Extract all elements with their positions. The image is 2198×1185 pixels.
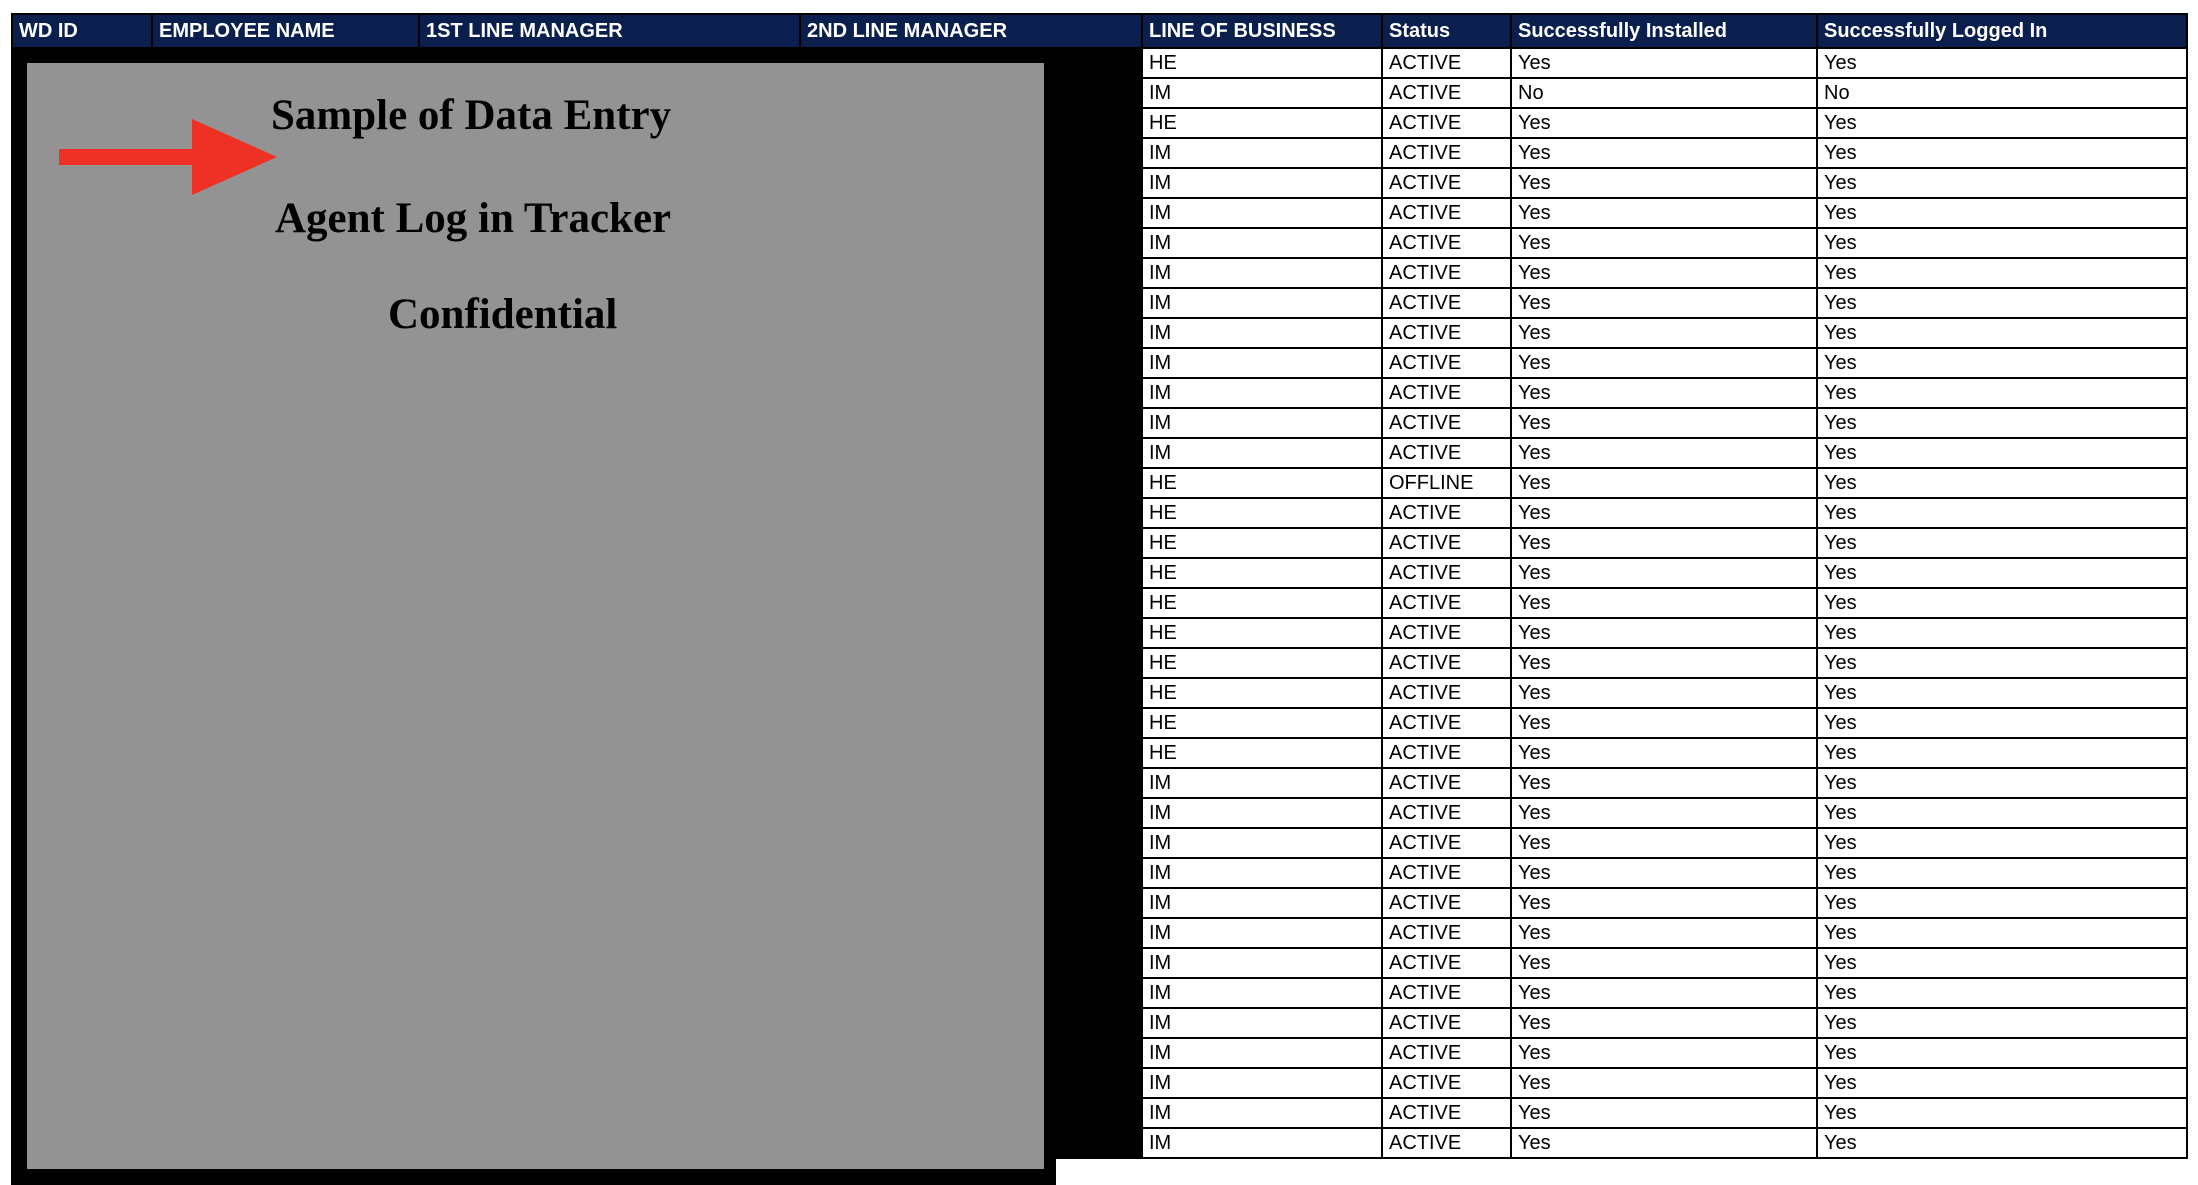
status-cell[interactable]: ACTIVE <box>1382 768 1511 798</box>
logged-in-cell[interactable]: Yes <box>1817 108 2187 138</box>
logged-in-cell[interactable]: Yes <box>1817 1008 2187 1038</box>
logged-in-cell[interactable]: Yes <box>1817 858 2187 888</box>
line-of-business-cell[interactable]: HE <box>1142 498 1382 528</box>
status-cell[interactable]: ACTIVE <box>1382 948 1511 978</box>
line-of-business-cell[interactable]: IM <box>1142 258 1382 288</box>
logged-in-cell[interactable]: Yes <box>1817 558 2187 588</box>
line-of-business-cell[interactable]: HE <box>1142 648 1382 678</box>
logged-in-cell[interactable]: Yes <box>1817 318 2187 348</box>
header-row <box>12 14 2187 48</box>
installed-cell[interactable]: Yes <box>1511 198 1817 228</box>
overlay-title-tracker: Agent Log in Tracker <box>275 195 672 242</box>
status-cell[interactable]: ACTIVE <box>1382 528 1511 558</box>
installed-cell[interactable]: Yes <box>1511 708 1817 738</box>
overlay-confidential: Confidential <box>388 291 618 338</box>
status-cell[interactable]: ACTIVE <box>1382 1008 1511 1038</box>
installed-cell[interactable]: Yes <box>1511 1068 1817 1098</box>
installed-cell[interactable]: Yes <box>1511 378 1817 408</box>
status-cell[interactable]: ACTIVE <box>1382 108 1511 138</box>
status-cell[interactable]: ACTIVE <box>1382 1038 1511 1068</box>
status-cell[interactable]: ACTIVE <box>1382 48 1511 78</box>
status-cell[interactable]: ACTIVE <box>1382 588 1511 618</box>
installed-cell[interactable]: Yes <box>1511 558 1817 588</box>
logged-in-cell[interactable]: Yes <box>1817 348 2187 378</box>
status-cell[interactable]: ACTIVE <box>1382 258 1511 288</box>
installed-cell[interactable]: Yes <box>1511 468 1817 498</box>
logged-in-cell[interactable]: Yes <box>1817 378 2187 408</box>
line-of-business-cell[interactable]: IM <box>1142 198 1382 228</box>
status-cell[interactable]: ACTIVE <box>1382 438 1511 468</box>
installed-cell[interactable]: Yes <box>1511 288 1817 318</box>
installed-cell[interactable]: Yes <box>1511 888 1817 918</box>
column-header[interactable]: WD ID <box>12 14 152 48</box>
redaction-mask <box>27 63 1044 1169</box>
installed-cell[interactable]: Yes <box>1511 588 1817 618</box>
logged-in-cell[interactable]: Yes <box>1817 168 2187 198</box>
logged-in-cell[interactable]: Yes <box>1817 1038 2187 1068</box>
tracker-sheet <box>11 13 2186 1159</box>
logged-in-cell[interactable]: Yes <box>1817 1128 2187 1158</box>
installed-cell[interactable]: Yes <box>1511 138 1817 168</box>
line-of-business-cell[interactable]: HE <box>1142 618 1382 648</box>
line-of-business-cell[interactable]: IM <box>1142 978 1382 1008</box>
logged-in-cell[interactable]: Yes <box>1817 798 2187 828</box>
logged-in-cell[interactable]: Yes <box>1817 498 2187 528</box>
status-cell[interactable]: ACTIVE <box>1382 78 1511 108</box>
status-cell[interactable]: ACTIVE <box>1382 798 1511 828</box>
logged-in-cell[interactable]: Yes <box>1817 708 2187 738</box>
installed-cell[interactable]: Yes <box>1511 258 1817 288</box>
line-of-business-cell[interactable]: HE <box>1142 48 1382 78</box>
installed-cell[interactable]: No <box>1511 78 1817 108</box>
installed-cell[interactable]: Yes <box>1511 678 1817 708</box>
line-of-business-cell[interactable]: IM <box>1142 408 1382 438</box>
line-of-business-cell[interactable]: HE <box>1142 468 1382 498</box>
status-cell[interactable]: ACTIVE <box>1382 1128 1511 1158</box>
installed-cell[interactable]: Yes <box>1511 1098 1817 1128</box>
logged-in-cell[interactable]: Yes <box>1817 588 2187 618</box>
line-of-business-cell[interactable]: IM <box>1142 828 1382 858</box>
line-of-business-cell[interactable]: IM <box>1142 168 1382 198</box>
installed-cell[interactable]: Yes <box>1511 948 1817 978</box>
status-cell[interactable]: ACTIVE <box>1382 738 1511 768</box>
line-of-business-cell[interactable]: HE <box>1142 558 1382 588</box>
status-cell[interactable]: ACTIVE <box>1382 918 1511 948</box>
logged-in-cell[interactable]: Yes <box>1817 198 2187 228</box>
line-of-business-cell[interactable]: IM <box>1142 1008 1382 1038</box>
installed-cell[interactable]: Yes <box>1511 318 1817 348</box>
installed-cell[interactable]: Yes <box>1511 978 1817 1008</box>
logged-in-cell[interactable]: Yes <box>1817 738 2187 768</box>
logged-in-cell[interactable]: Yes <box>1817 828 2187 858</box>
status-cell[interactable]: ACTIVE <box>1382 618 1511 648</box>
line-of-business-cell[interactable]: IM <box>1142 948 1382 978</box>
logged-in-cell[interactable]: Yes <box>1817 138 2187 168</box>
column-header[interactable]: 1ST LINE MANAGER <box>419 14 800 48</box>
column-header[interactable]: Successfully Logged In <box>1817 14 2187 48</box>
line-of-business-cell[interactable]: IM <box>1142 798 1382 828</box>
column-header[interactable]: EMPLOYEE NAME <box>152 14 419 48</box>
status-cell[interactable]: ACTIVE <box>1382 378 1511 408</box>
line-of-business-cell[interactable]: IM <box>1142 318 1382 348</box>
installed-cell[interactable]: Yes <box>1511 828 1817 858</box>
status-cell[interactable]: ACTIVE <box>1382 558 1511 588</box>
installed-cell[interactable]: Yes <box>1511 48 1817 78</box>
installed-cell[interactable]: Yes <box>1511 438 1817 468</box>
installed-cell[interactable]: Yes <box>1511 618 1817 648</box>
logged-in-cell[interactable]: Yes <box>1817 288 2187 318</box>
line-of-business-cell[interactable]: HE <box>1142 108 1382 138</box>
status-cell[interactable]: ACTIVE <box>1382 168 1511 198</box>
status-cell[interactable]: ACTIVE <box>1382 288 1511 318</box>
line-of-business-cell[interactable]: HE <box>1142 588 1382 618</box>
logged-in-cell[interactable]: Yes <box>1817 438 2187 468</box>
status-cell[interactable]: ACTIVE <box>1382 888 1511 918</box>
installed-cell[interactable]: Yes <box>1511 228 1817 258</box>
logged-in-cell[interactable]: Yes <box>1817 768 2187 798</box>
line-of-business-cell[interactable]: IM <box>1142 438 1382 468</box>
logged-in-cell[interactable]: Yes <box>1817 918 2187 948</box>
line-of-business-cell[interactable]: HE <box>1142 708 1382 738</box>
line-of-business-cell[interactable]: IM <box>1142 888 1382 918</box>
installed-cell[interactable]: Yes <box>1511 168 1817 198</box>
status-cell[interactable]: ACTIVE <box>1382 1068 1511 1098</box>
logged-in-cell[interactable]: Yes <box>1817 408 2187 438</box>
status-cell[interactable]: ACTIVE <box>1382 198 1511 228</box>
column-header[interactable]: LINE OF BUSINESS <box>1142 14 1382 48</box>
installed-cell[interactable]: Yes <box>1511 648 1817 678</box>
logged-in-cell[interactable]: Yes <box>1817 888 2187 918</box>
column-header[interactable]: 2ND LINE MANAGER <box>800 14 1142 48</box>
logged-in-cell[interactable]: Yes <box>1817 468 2187 498</box>
status-cell[interactable]: ACTIVE <box>1382 828 1511 858</box>
line-of-business-cell[interactable]: IM <box>1142 1038 1382 1068</box>
status-cell[interactable]: ACTIVE <box>1382 648 1511 678</box>
installed-cell[interactable]: Yes <box>1511 1038 1817 1068</box>
status-cell[interactable]: ACTIVE <box>1382 708 1511 738</box>
status-cell[interactable]: ACTIVE <box>1382 228 1511 258</box>
line-of-business-cell[interactable]: IM <box>1142 1068 1382 1098</box>
installed-cell[interactable]: Yes <box>1511 798 1817 828</box>
status-cell[interactable]: ACTIVE <box>1382 678 1511 708</box>
installed-cell[interactable]: Yes <box>1511 498 1817 528</box>
logged-in-cell[interactable]: Yes <box>1817 528 2187 558</box>
status-cell[interactable]: ACTIVE <box>1382 1098 1511 1128</box>
line-of-business-cell[interactable]: IM <box>1142 228 1382 258</box>
logged-in-cell[interactable]: Yes <box>1817 648 2187 678</box>
line-of-business-cell[interactable]: IM <box>1142 1128 1382 1158</box>
column-header[interactable]: Successfully Installed <box>1511 14 1817 48</box>
logged-in-cell[interactable]: Yes <box>1817 678 2187 708</box>
installed-cell[interactable]: Yes <box>1511 918 1817 948</box>
status-cell[interactable]: ACTIVE <box>1382 348 1511 378</box>
installed-cell[interactable]: Yes <box>1511 108 1817 138</box>
logged-in-cell[interactable]: Yes <box>1817 48 2187 78</box>
installed-cell[interactable]: Yes <box>1511 768 1817 798</box>
line-of-business-cell[interactable]: HE <box>1142 528 1382 558</box>
status-cell[interactable]: OFFLINE <box>1382 468 1511 498</box>
status-cell[interactable]: ACTIVE <box>1382 498 1511 528</box>
logged-in-cell[interactable]: Yes <box>1817 1068 2187 1098</box>
logged-in-cell[interactable]: Yes <box>1817 948 2187 978</box>
logged-in-cell[interactable]: Yes <box>1817 618 2187 648</box>
line-of-business-cell[interactable]: IM <box>1142 138 1382 168</box>
status-cell[interactable]: ACTIVE <box>1382 978 1511 1008</box>
line-of-business-cell[interactable]: IM <box>1142 1098 1382 1128</box>
status-cell[interactable]: ACTIVE <box>1382 408 1511 438</box>
line-of-business-cell[interactable]: IM <box>1142 378 1382 408</box>
column-header[interactable]: Status <box>1382 14 1511 48</box>
line-of-business-cell[interactable]: IM <box>1142 78 1382 108</box>
installed-cell[interactable]: Yes <box>1511 858 1817 888</box>
installed-cell[interactable]: Yes <box>1511 408 1817 438</box>
status-cell[interactable]: ACTIVE <box>1382 858 1511 888</box>
installed-cell[interactable]: Yes <box>1511 738 1817 768</box>
logged-in-cell[interactable]: No <box>1817 78 2187 108</box>
line-of-business-cell[interactable]: HE <box>1142 678 1382 708</box>
logged-in-cell[interactable]: Yes <box>1817 1098 2187 1128</box>
logged-in-cell[interactable]: Yes <box>1817 978 2187 1008</box>
logged-in-cell[interactable]: Yes <box>1817 258 2187 288</box>
line-of-business-cell[interactable]: HE <box>1142 738 1382 768</box>
red-right-arrow-icon <box>59 119 277 195</box>
line-of-business-cell[interactable]: IM <box>1142 768 1382 798</box>
line-of-business-cell[interactable]: IM <box>1142 348 1382 378</box>
installed-cell[interactable]: Yes <box>1511 1128 1817 1158</box>
installed-cell[interactable]: Yes <box>1511 348 1817 378</box>
installed-cell[interactable]: Yes <box>1511 528 1817 558</box>
installed-cell[interactable]: Yes <box>1511 1008 1817 1038</box>
line-of-business-cell[interactable]: IM <box>1142 858 1382 888</box>
overlay-title-sample: Sample of Data Entry <box>271 92 672 139</box>
redaction-overlay <box>11 47 1056 1185</box>
line-of-business-cell[interactable]: IM <box>1142 288 1382 318</box>
line-of-business-cell[interactable]: IM <box>1142 918 1382 948</box>
status-cell[interactable]: ACTIVE <box>1382 138 1511 168</box>
logged-in-cell[interactable]: Yes <box>1817 228 2187 258</box>
status-cell[interactable]: ACTIVE <box>1382 318 1511 348</box>
